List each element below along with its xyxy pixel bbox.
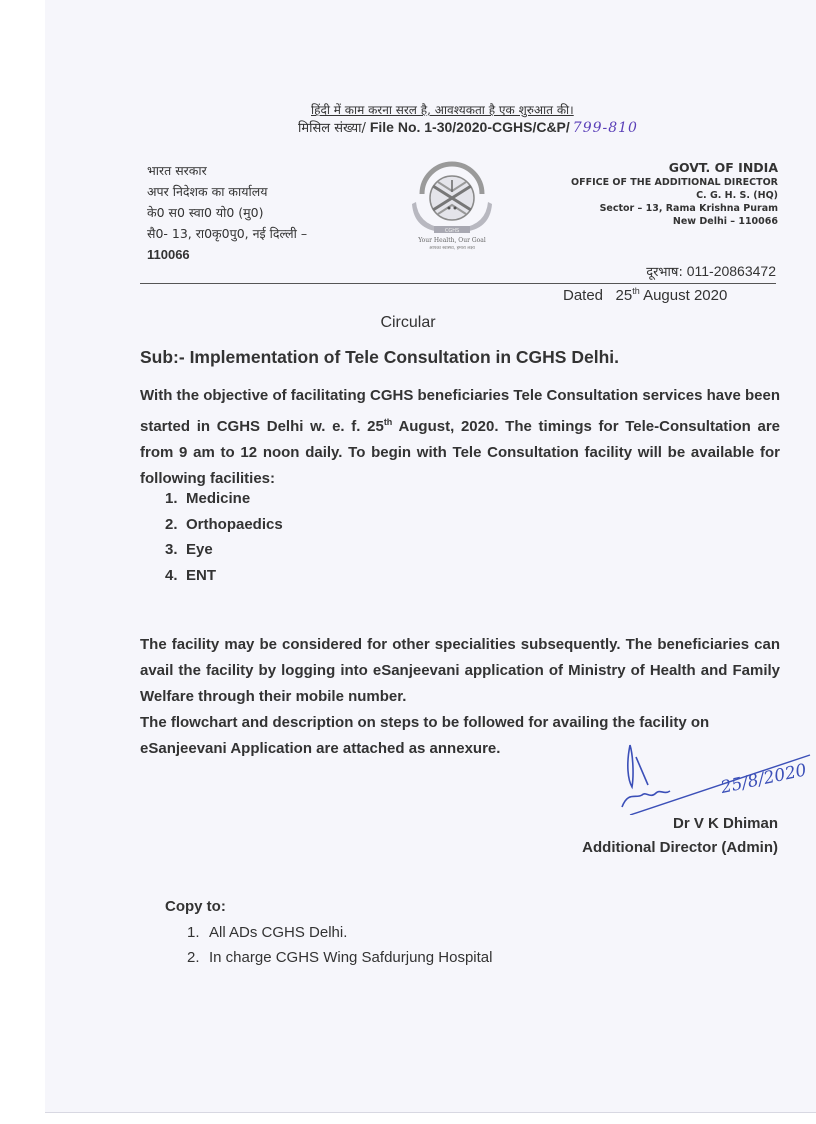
copy-to-label: Copy to: [165,898,226,915]
paragraph-text: With the objective of facilitating CGHS beneficiaries Tele Consultation services have been started in CGHS Delhi w. e. f. 25 [140,387,780,435]
file-number-handwritten: 799-810 [572,120,638,136]
document-title: Circular [380,314,436,331]
address-line: 110066 [147,247,190,262]
phone-value: 011-20863472 [682,263,776,279]
paragraph-intro [140,383,780,492]
list-item-label: Medicine [186,490,251,507]
facilities-list [165,486,283,588]
paragraph-sup: th [383,417,393,427]
list-item-label: ENT [186,566,216,584]
address-line: भारत सरकार [147,163,207,178]
list-item: 1. All ADs CGHS Delhi. [187,924,348,941]
address-line: के0 स0 स्वा0 यो0 (मु0) [147,205,264,220]
svg-text:आपका स्वास्थ्य, हमारा लक्ष्य: आपका स्वास्थ्य, हमारा लक्ष्य [429,246,475,251]
dated-month-year: August 2020 [639,287,728,304]
svg-text:CGHS: CGHS [444,228,460,234]
address-line: New Delhi – 110066 [672,216,778,227]
signatory-name: Dr V K Dhiman [672,815,778,832]
file-number-value: File No. 1-30/2020-CGHS/C&P/ [365,119,570,135]
list-item: 2. In charge CGHS Wing Safdurjung Hospital [187,949,493,966]
dated-suffix: th [632,286,640,296]
svg-text:Your Health, Our Goal: Your Health, Our Goal [418,237,486,244]
list-item-label: All ADs CGHS Delhi. [209,924,348,941]
address-line: सै0- 13, रा0कृ0पु0, नई दिल्ली – [147,226,308,241]
list-item: 3. Eye [165,541,213,558]
address-line: Sector – 13, Rama Krishna Puram [599,203,778,214]
list-item: 1. Medicine [165,490,251,507]
dated-day: 25 [615,287,633,304]
handwritten-signature-icon [600,735,816,815]
subject-line: Sub:- Implementation of Tele Consultation in CGHS Delhi. [140,347,619,367]
hindi-slogan: हिंदी में काम करना सरल है, आवश्यकता है एक शुरुआत की। [311,103,574,117]
address-line: OFFICE OF THE ADDITIONAL DIRECTOR [571,177,778,188]
dated-line [563,286,727,304]
paragraph-text: The facility may be considered for other specialities subsequently. The beneficiaries can avail the facility by logging into eSanjeevani application of Ministry of Health and Family Welfare through their mobile number. [140,636,780,705]
list-item: 2. Orthopaedics [165,515,283,533]
copy-to-list [187,920,492,970]
phone-label: दूरभाष: [646,265,683,280]
list-item-label: Orthopaedics [186,515,283,533]
svg-text:25/8/2020: 25/8/2020 [718,760,809,798]
paragraph-text: The flowchart and description on steps to be followed for availing the facility on eSanjeevani Application are attached as annexure. [140,714,710,757]
phone-number [646,262,776,280]
address-line: अपर निदेशक का कार्यालय [147,184,268,199]
list-item: 4. ENT [165,566,216,584]
dated-label: Dated [563,287,604,304]
paragraph-text: August, 2020. The timings for Tele-Consultation are from 9 am to 12 noon daily. To begin with Tele Consultation facility will be available for following facilities: [140,418,780,487]
list-item-label: In charge CGHS Wing Safdurjung Hospital [209,949,493,966]
file-number-hindi-label: मिसिल संख्या/ [298,121,366,136]
file-number [298,118,638,136]
hindi-address-block [147,160,307,265]
list-item-label: Eye [186,541,213,558]
address-line: GOVT. OF INDIA [668,160,778,175]
address-line: C. G. H. S. (HQ) [696,190,778,201]
english-address-block [571,160,778,228]
header-divider [140,283,776,284]
cghs-logo-icon [402,158,502,258]
signatory-designation: Additional Director (Admin) [582,839,778,856]
